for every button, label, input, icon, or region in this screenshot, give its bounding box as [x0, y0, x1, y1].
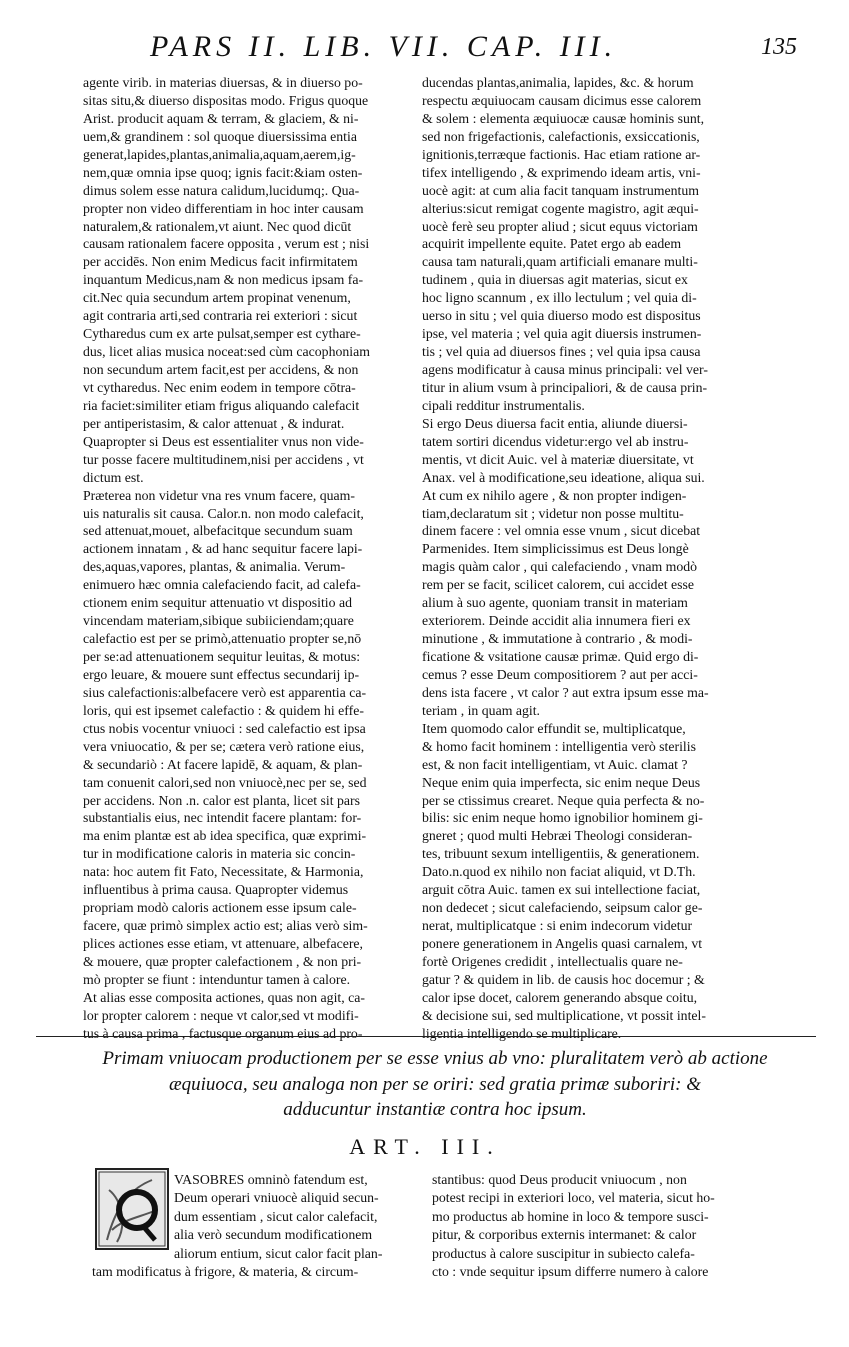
text-line: sitas situ,& diuerso dispositas modo. Frigus quoque — [83, 92, 369, 108]
text-line: ergo leuare, & mouere sunt effectus secundarij ip- — [83, 666, 360, 682]
text-line: alia verò secundum modificationem — [174, 1227, 373, 1243]
article-right-column — [432, 1171, 782, 1281]
text-line: tus à causa prima , factusque organum eius ad pro- — [83, 1025, 363, 1041]
text-line: ria faciet:similiter etiam frigus aliquando calefacit — [83, 397, 360, 413]
text-line: rem per se facit, scilicet calorem, cui accidet esse — [422, 577, 694, 593]
text-line: Arist. producit aquam & terram, & glaciem, & ni- — [83, 110, 359, 126]
text-line: titur in alium vsum à principaliori, & de causa prin- — [422, 379, 708, 395]
text-line: non dedecet ; sicut calefaciendo, seipsum calor ge- — [422, 900, 703, 916]
page-number: 135 — [761, 34, 797, 60]
text-line: tis ; vel quia ad diuersos fines ; vel quia ipsa causa — [422, 344, 701, 360]
text-line: exteriorem. Deinde accidit alia innumera fieri ex — [422, 613, 691, 629]
text-line: & mouere, quæ propter calefactionem , & non pri- — [83, 953, 362, 969]
text-line: nem,quæ omnia ipse quoq; ignis facit:&iam osten- — [83, 164, 363, 180]
text-line: mentis, vt dicit Auic. vel à materiæ diuersitate, vt — [422, 451, 694, 467]
text-line: substantialis eius, nec intendit facere plantam: for- — [83, 810, 362, 826]
text-line: calor ipse docet, calorem generando absque coitu, — [422, 989, 698, 1005]
text-line: propriam modò caloris actionem esse ipsum cale- — [83, 900, 357, 916]
text-line: tiam,declaratum sit ; videtur non posse multitu- — [422, 505, 684, 521]
ornamental-initial-icon — [95, 1168, 169, 1250]
text-line: alium à suo agente, quoniam transit in materiam — [422, 595, 688, 611]
text-line: vt cytharedus. Nec enim eodem in tempore cōtra- — [83, 379, 356, 395]
text-line: des,aquas,vapores, plantas, & animalia. Verum- — [83, 559, 346, 575]
text-line: teriam , in quam agit. — [422, 702, 541, 718]
text-line: plices actiones esse etiam, vt attenuare, albefacere, — [83, 936, 364, 951]
text-line: & secundariò : At facere lapidē, & aquam, & plan- — [83, 756, 363, 772]
text-line: magis quàm calor , qui calefaciendo , vnam modò — [422, 559, 698, 575]
text-line: sed non frigefactionis, calefactionis, exsiccationis, — [422, 128, 700, 144]
text-line: ctus nobis vocentur vniuoci : sed calefactio est ipsa — [83, 720, 366, 736]
summary-line: æquiuoca, seu analoga non per se oriri: sed gratia primæ suboriri: & — [168, 1073, 701, 1095]
text-line: Quapropter si Deus est essentialiter vnus non vide- — [83, 433, 364, 449]
text-line: mo productus ab homine in loco & tempore susci- — [432, 1208, 709, 1224]
text-line: tatem sortiri dicendus videtur:ergo vel ab instru- — [422, 433, 689, 449]
text-line: agente virib. in materias diuersas, & in diuerso po- — [83, 75, 363, 90]
text-line: stantibus: quod Deus producit vniuocum , non — [432, 1172, 687, 1187]
text-line: causam rationalem facere opposita , verum est ; nisi — [83, 236, 370, 252]
text-line: dinem facere : vel omnia esse vnum , sicut dicebat — [422, 523, 701, 539]
text-line: VASOBRES omninò fatendum est, — [174, 1172, 368, 1187]
text-line: productus à calore suscipitur in subiecto calefa- — [432, 1245, 695, 1261]
text-line: actionem innatam , & ad hanc sequitur facere lapi- — [83, 541, 363, 557]
text-line: loris, qui est ipsemet calefactio : & quidem hi effe- — [83, 702, 364, 718]
text-line: mò propter se fiunt : intenduntur tamen à calore. — [83, 971, 351, 987]
text-line: nerat, multiplicatque : si enim indecorum videtur — [422, 918, 693, 934]
text-line: Parmenides. Item simplicissimus est Deus longè — [422, 541, 689, 557]
text-line: influentibus à prima causa. Quapropter videmus — [83, 882, 349, 898]
text-line: tes, tribuunt sexum intelligentiis, & generationem. — [422, 846, 700, 862]
text-line: vincendam materiam,sibique subiiciendam;quare — [83, 613, 354, 629]
text-line: ligentia intelligendo se multiplicare. — [422, 1025, 622, 1041]
text-line: potest recipi in exteriori loco, vel materia, sicut ho- — [432, 1190, 715, 1206]
text-line: uem,& grandinem : sol quoque diuersissima entia — [83, 128, 357, 144]
text-line: facere, quæ primò simplex actio est; alias verò sim- — [83, 918, 368, 934]
text-line: aliorum entium, sicut calor facit plan- — [174, 1245, 383, 1261]
text-line: tudinem , quia in diuersas agit materias, sicut ex — [422, 272, 688, 288]
text-line: minutione , & immutatione à contrario , & modi- — [422, 631, 693, 647]
text-line: per se:ad attenuationem sequitur leuitas, & motus: — [83, 649, 361, 664]
running-head: PARS II. LIB. VII. CAP. III. — [150, 30, 618, 63]
text-line: Si ergo Deus diuersa facit entia, aliunde diuersi- — [422, 415, 688, 431]
text-line: inquantum Medicus,nam & non medicus ipsam fa- — [83, 272, 364, 288]
text-line: uocè ferè seu propter aliud ; sicut equus victoriam — [422, 218, 698, 234]
text-line: uis naturalis sit causa. Calor.n. non modo calefacit, — [83, 505, 364, 521]
text-line: tam modificatus à frigore, & materia, & circum- — [92, 1264, 359, 1279]
left-text-column — [83, 74, 413, 1043]
text-line: & homo facit hominem : intelligentia verò sterilis — [422, 738, 696, 754]
text-line: tur in modificatione caloris in materia sic concin- — [83, 846, 356, 862]
text-line: arguit cōtra Auic. tamen ex sui intellectione faciat, — [422, 882, 701, 898]
text-line: & decisione sui, sed multiplicatione, vt possit intel- — [422, 1007, 706, 1023]
text-line: gneret ; quod multi Hebræi Theologi consideran- — [422, 828, 693, 844]
text-line: ficatione & vsitatione causæ primæ. Quid ergo di- — [422, 649, 699, 664]
text-line: alterius:sicut remigat cogente magistro, agit æqui- — [422, 200, 699, 216]
text-line: pitur, & corporibus externis intermanet: & calor — [432, 1227, 697, 1243]
text-line: tam conuenit calori,sed non vniuocè,nec per se, sed — [83, 774, 367, 790]
text-line: Dato.n.quod ex nihilo non faciat aliquid, vt D.Th. — [422, 864, 696, 880]
text-line: tur posse facere multitudinem,nisi per accidens , vt — [83, 451, 364, 467]
summary-line: Primam vniuocam productionem per se esse vnius ab vno: pluralitatem verò ab actione — [102, 1048, 768, 1069]
text-line: per antiperistasim, & calor attenuat , & indurat. — [83, 415, 345, 431]
text-line: naturalem,& rationalem,vt aiunt. Nec quod dicūt — [83, 218, 352, 234]
text-line: At cum ex nihilo agere , & non propter indigen- — [422, 487, 687, 503]
text-line: cipali redditur instrumentalis. — [422, 397, 585, 413]
text-line: ipse, vel materia ; vel quia agit diuersis instrumen- — [422, 326, 702, 342]
article-heading: ART. III. — [349, 1134, 501, 1159]
text-line: tifex intelligendo , & exprimendo ideam artis, vni- — [422, 164, 701, 180]
article-left-column — [174, 1171, 424, 1263]
text-line: At alias esse composita actiones, quas non agit, ca- — [83, 989, 365, 1005]
text-line: uerso in situ ; vel quia diuerso modo est dispositus — [422, 308, 701, 324]
text-line: Deum operari vniuocè aliquid secun- — [174, 1190, 379, 1206]
text-line: Præterea non videtur vna res vnum facere, quam- — [83, 487, 356, 503]
text-line: agit contraria arti,sed contraria rei exteriori : sicut — [83, 308, 358, 324]
text-line: lor propter calorem : neque vt calor,sed vt modifi- — [83, 1007, 359, 1023]
text-line: Anax. vel à modificatione,seu ideatione, aliqua sui. — [422, 469, 705, 485]
text-line: enimuero hæc omnia calefaciendo facit, ad calefa- — [83, 577, 361, 593]
text-line: per se ctissimus crearet. Neque quia perfecta & no- — [422, 792, 705, 808]
text-line: cto : vnde sequitur ipsum differre numero à calore — [432, 1263, 709, 1279]
text-line: respectu æquiuocam causam dicimus esse calorem — [422, 92, 702, 108]
text-line: & solem : elementa æquiuocæ causæ hominis sunt, — [422, 110, 705, 126]
text-line: hoc ligno scannum , ex illo lectulum ; vel quia di- — [422, 290, 697, 306]
text-line: bilis: sic enim neque homo ignobilior hominem gi- — [422, 810, 703, 826]
article-left-continuation — [92, 1263, 422, 1281]
text-line: cit.Nec quia secundum artem propinat venenum, — [83, 290, 351, 306]
text-line: non secundum artem facit,est per accidens, & non — [83, 362, 359, 377]
text-line: calefactio est per se primò,attenuatio propter se,nō — [83, 631, 362, 647]
text-line: sius calefactionis:albefacere verò est apparentia ca- — [83, 684, 367, 700]
text-line: vera vniuocatio, & per se; cætera verò ratione eius, — [83, 738, 365, 754]
text-line: ducendas plantas,animalia, lapides, &c. & horum — [422, 75, 694, 90]
text-line: per accidēs. Non enim Medicus facit infirmitatem — [83, 254, 358, 270]
text-line: Neque enim quia imperfecta, sic enim neque Deus — [422, 774, 701, 790]
text-line: gatur ? & quidem in lib. de causis hoc docemur ; & — [422, 971, 705, 987]
summary-line: adducuntur instantiæ contra hoc ipsum. — [283, 1099, 587, 1120]
text-line: fortè Origenes credidit , intellectualis quare ne- — [422, 953, 683, 969]
text-line: acquirit impellente equite. Patet ergo ab eadem — [422, 236, 682, 252]
section-divider — [36, 1036, 816, 1037]
text-line: nata: hoc autem fit Fato, Necessitate, & Harmonia, — [83, 864, 364, 880]
text-line: generat,lapides,plantas,animalia,aquam,aerem,ig- — [83, 146, 356, 162]
text-line: cemus ? esse Deum compositiorem ? aut per acci- — [422, 666, 698, 682]
text-line: dimus solem esse natura calidum,lucidumq;. Qua- — [83, 182, 360, 198]
text-line: dum essentiam , sicut calor calefacit, — [174, 1208, 378, 1224]
text-line: causa tam naturali,quam artificiali emanare multi- — [422, 254, 698, 270]
text-line: uocè agit: at cum alia facit tanquam instrumentum — [422, 182, 699, 198]
text-line: ignitionis,terræque factionis. Hac etiam ratione ar- — [422, 146, 701, 162]
text-line: ponere generationem in Angelis quasi carnalem, vt — [422, 936, 703, 951]
right-text-column — [422, 74, 767, 1043]
text-line: propter non video differentiam in hoc inter causam — [83, 200, 364, 216]
text-line: Cytharedus cum ex arte pulsat,semper est cythare- — [83, 326, 361, 342]
text-line: agens modificatur à causa minus principali: vel ver- — [422, 362, 708, 377]
text-line: ctionem enim sequitur attenuatio vt dispositio ad — [83, 595, 352, 611]
article-summary — [60, 1046, 810, 1123]
text-line: dus, licet alias musica noceat:sed cùm cacophoniam — [83, 344, 370, 360]
text-line: Item quomodo calor effundit se, multiplicatque, — [422, 720, 686, 736]
text-line: dens ista facere , vt calor ? aut extra ipsum esse ma- — [422, 684, 709, 700]
text-line: sed attenuat,mouet, albefacitque secundum suam — [83, 523, 353, 539]
text-line: per accidens. Non .n. calor est planta, licet sit pars — [83, 792, 360, 808]
text-line: est, & non facit intelligentiam, vt Auic. clamat ? — [422, 756, 688, 772]
text-line: ma enim plantæ est ab idea specifica, quæ exprimi- — [83, 828, 367, 844]
text-line: dictum est. — [83, 469, 144, 485]
